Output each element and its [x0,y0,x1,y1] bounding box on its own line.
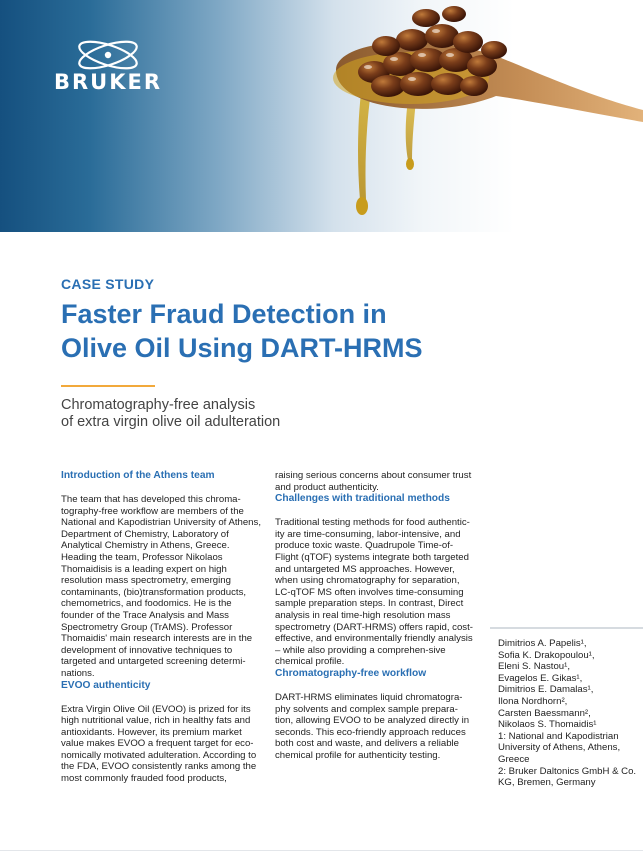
author-item: Dimitrios A. Papelis¹, [498,638,587,649]
challenges-body: Traditional testing methods for food authentic-ity are time-consuming, labor-intensive, and produce toxic waste. Quadrupole Time-of-Flight (qTOF) systems integrate both targeted and untargeted MS approaches. However, when using chromatography for separation, LC-qTOF MS often involves time-consuming sample preparation steps. In contrast, Direct analysis in real time-high resolution mass spectrometry (DART-HRMS) offers rapid, cost-effective, and environmentally friendly analysis – while also providing a comprehen-sive chemical profile. [275,517,473,668]
intro-body: The team that has developed this chroma-tography-free workflow are members of the National and Kapodistrian University of Athens, Department of Chemistry, Laboratory of Analytical Chemistry in Athens, Greece. Heading the team, Professor Nikolaos Thomaidisis is a leading expert on high resolution mass spectrometry, emerging contaminants, (bio)transformation products, chemometrics, and foodomics. He is the founder of the Trace Analysis and Mass Spectrometry Group (TrAMS). Professor Thomaidis' main research interests are in the development of innovative techniques to targeted and untargeted screening determi-nations. [61,494,261,679]
title-line-2: Olive Oil Using DART-HRMS [61,333,423,363]
title-divider [61,385,155,387]
author-item: Nikolaos S. Thomaidis¹ [498,719,597,731]
author-item: Ilona Nordhorn², [498,695,568,707]
page-title [61,297,541,365]
bruker-wordmark: BRUKER [53,70,163,94]
bruker-logo[interactable] [38,40,178,120]
affiliation-item: 2: Bruker Daltonics GmbH & Co. KG, Bremen, Germany [498,765,637,789]
challenges-heading: Challenges with traditional methods [275,493,450,505]
subtitle-line-1: Chromatography-free analysis [61,397,256,413]
evoo-body: Extra Virgin Olive Oil (EVOO) is prized for its high nutritional value, rich in healthy fats and antioxidants. However, its premium market value makes EVOO a frequent target for eco-nomically motivated adulteration. According to the FDA, EVOO consistently ranks among the most commonly frauded food products, [61,703,257,785]
case-study-kicker: CASE STUDY [61,276,155,292]
intro-heading: Introduction of the Athens team [61,470,215,481]
author-item: Dimitrios E. Damalas¹, [498,684,594,696]
page-bottom-rule [0,850,643,851]
author-item: Evagelos E. Gikas¹, [498,672,583,684]
bruker-molecule-icon [70,40,146,70]
column-middle [275,470,475,761]
olive-spoon-image [296,0,643,232]
title-line-1: Faster Fraud Detection in [61,299,387,329]
subtitle [61,397,361,431]
workflow-heading: Chromatography-free workflow [275,667,427,679]
author-item: Carsten Baessmann², [498,707,591,719]
workflow-body: DART-HRMS eliminates liquid chromatogra-phy solvents and complex sample prepara-tion, allowing EVOO to be analyzed directly in seconds. This eco-friendly approach reduces both cost and waste, and delivers a reliable chemical profile for authenticity testing. [275,691,470,761]
author-item: Sofia K. Drakopoulou¹, [498,649,595,661]
affiliation-item: 1: National and Kapodistrian University of Athens, Athens, Greece [498,730,621,765]
authors-divider [490,627,643,629]
column-left [61,470,261,785]
author-list [498,638,638,789]
evoo-body-continued: raising serious concerns about consumer trust and product authenticity. [275,470,472,493]
header-banner [0,0,643,232]
author-item: Eleni S. Nastou¹, [498,661,570,673]
evoo-heading: EVOO authenticity [61,679,151,691]
subtitle-line-2: of extra virgin olive oil adulteration [61,414,281,430]
